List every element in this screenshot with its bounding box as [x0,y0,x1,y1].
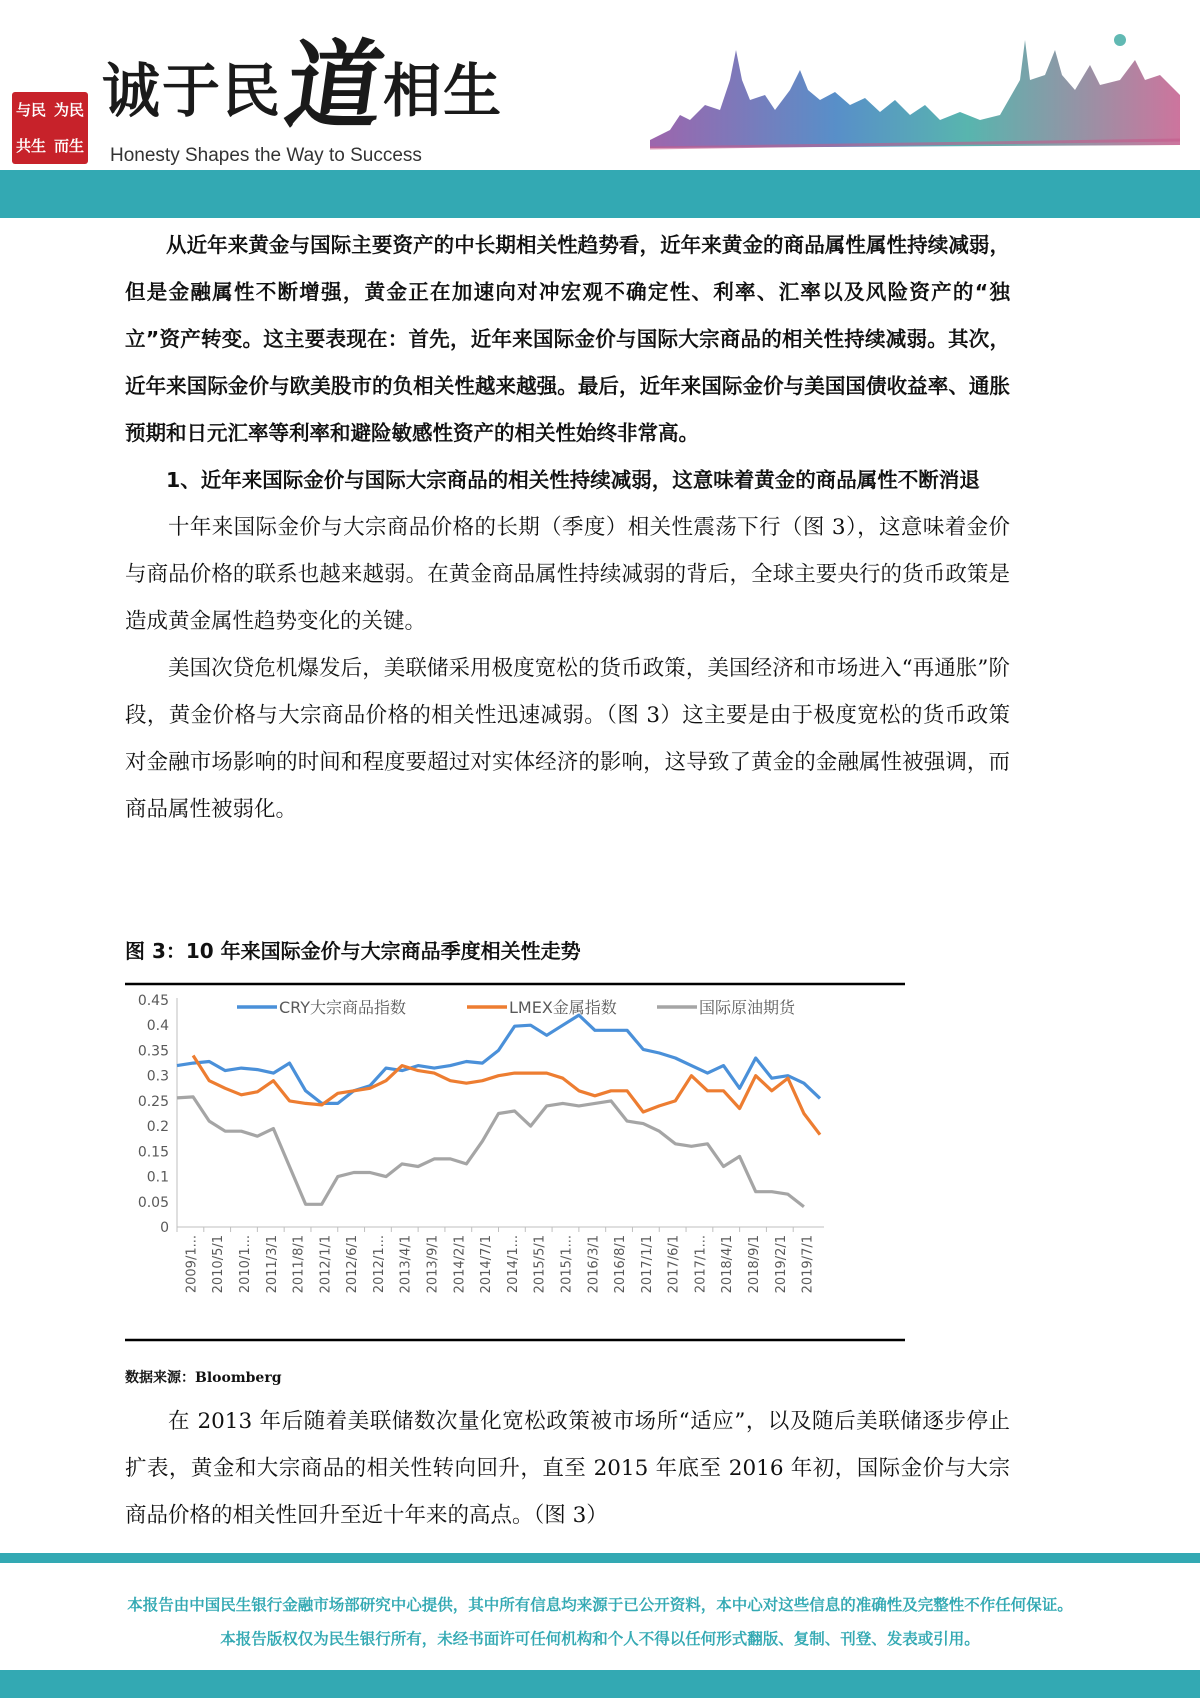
disclaimer-line-1: 本报告由中国民生银行金融市场部研究中心提供，其中所有信息均来源于已公开资料，本中心对这些信息的准确性及完整性不作任何保证。 [127,1596,1073,1614]
legend-label-3: 国际原油期货 [699,998,796,1017]
body-paragraph: 美国次贷危机爆发后，美联储采用极度宽松的货币政策，美国经济和市场进入“再通胀”阶段，黄金价格与大宗商品价格的相关性迅速减弱。（图 3）这主要是由于极度宽松的货币政策对金融市场影响的时间和程度要超过对实体经济的影响，这导致了黄金的金融属性被强调，而商品属性被弱化。 [125,656,1010,822]
seal-char: 与民 [15,100,46,119]
y-tick-label: 0.45 [137,993,169,1009]
x-tick-label: 2017/6/1 [666,1235,682,1294]
x-tick-label: 2014/1... [505,1235,521,1294]
x-tick-label: 2013/9/1 [425,1235,441,1294]
x-tick-label: 2011/3/1 [264,1235,280,1294]
footer-disclaimer [0,1588,1200,1656]
x-tick-label: 2019/7/1 [800,1235,816,1294]
seal-char: 为民 [53,100,84,119]
y-tick-label: 0.3 [146,1068,169,1085]
report-body [125,222,1010,833]
x-tick-label: 2011/8/1 [291,1235,307,1294]
data-source: 数据来源：Bloomberg [125,1370,282,1386]
y-tick-label: 0.25 [137,1093,169,1110]
footer-teal-rule [0,1553,1200,1563]
x-tick-label: 2014/2/1 [452,1235,468,1294]
x-tick-label: 2015/5/1 [532,1235,548,1294]
body-paragraph: 在 2013 年后随着美联储数次量化宽松政策被市场所“适应”，以及随后美联储逐步停止扩表，黄金和大宗商品的相关性转向回升，直至 2015 年底至 2016 年初，国际金价与大宗商品价格的相关性回升至近十年来的高点。（图 3） [125,1409,1010,1528]
x-tick-label: 2010/5/1 [211,1235,227,1294]
legend-label-2: LMEX金属指数 [509,998,617,1017]
x-tick-label: 2012/1... [371,1235,387,1294]
slogan-english: Honesty Shapes the Way to Success [110,145,422,166]
legend-label-1: CRY大宗商品指数 [279,998,407,1017]
x-tick-label: 2012/1/1 [318,1235,334,1294]
report-body-continued [125,1398,1010,1539]
x-tick-label: 2017/1... [693,1235,709,1294]
seal-char: 共生 [15,136,46,155]
footer-teal-band [0,1670,1200,1698]
slogan-calligraphy [102,10,503,140]
x-tick-label: 2016/3/1 [586,1235,602,1294]
figure-title: 图 3：10 年来国际金价与大宗商品季度相关性走势 [125,939,581,963]
series-line-3 [177,1097,804,1207]
x-tick-label: 2009/1... [184,1235,200,1294]
city-skyline-illustration [650,20,1180,165]
x-tick-label: 2012/6/1 [345,1235,361,1294]
y-tick-label: 0.05 [137,1194,169,1211]
body-paragraph: 十年来国际金价与大宗商品价格的长期（季度）相关性震荡下行（图 3），这意味着金价与商品价格的联系也越来越弱。在黄金商品属性持续减弱的背后，全球主要央行的货币政策是造成黄金属性趋势变化的关键。 [125,515,1010,634]
y-tick-label: 0 [160,1220,169,1236]
x-tick-label: 2016/8/1 [613,1235,629,1294]
y-tick-label: 0.15 [137,1144,169,1161]
y-tick-label: 0.1 [146,1169,169,1186]
slogan-part-a: 诚于民 [102,57,283,125]
correlation-line-chart [125,982,905,1342]
y-tick-label: 0.35 [137,1043,169,1060]
x-tick-label: 2010/1... [237,1235,253,1294]
seal-char: 而生 [53,136,84,155]
x-tick-label: 2017/1/1 [639,1235,655,1294]
slogan-part-c: 相生 [383,57,504,125]
report-header [0,0,1200,170]
slogan-part-b: 道 [278,29,385,142]
x-tick-label: 2019/2/1 [773,1235,789,1294]
summary-paragraph: 从近年来黄金与国际主要资产的中长期相关性趋势看，近年来黄金的商品属性属性持续减弱，但是金融属性不断增强，黄金正在加速向对冲宏观不确定性、利率、汇率以及风险资产的“独立”资产转变。这主要表现在：首先，近年来国际金价与国际大宗商品的相关性持续减弱。其次，近年来国际金价与欧美股市的负相关性越来越强。最后，近年来国际金价与美国国债收益率、通胀预期和日元汇率等利率和避险敏感性资产的相关性始终非常高。 [125,233,1010,445]
x-tick-label: 2018/9/1 [747,1235,763,1294]
disclaimer-line-2: 本报告版权仅为民生银行所有，未经书面许可任何机构和个人不得以任何形式翻版、复制、刊登、发表或引用。 [220,1630,980,1648]
x-tick-label: 2015/1... [559,1235,575,1294]
x-tick-label: 2013/4/1 [398,1235,414,1294]
y-tick-label: 0.2 [146,1119,169,1136]
cmbc-seal-logo [12,92,88,164]
x-tick-label: 2014/7/1 [479,1235,495,1294]
header-teal-band [0,170,1200,218]
y-tick-label: 0.4 [146,1018,169,1035]
section-heading: 1、近年来国际金价与国际大宗商品的相关性持续减弱，这意味着黄金的商品属性不断消退 [166,468,980,492]
x-tick-label: 2018/4/1 [720,1235,736,1294]
